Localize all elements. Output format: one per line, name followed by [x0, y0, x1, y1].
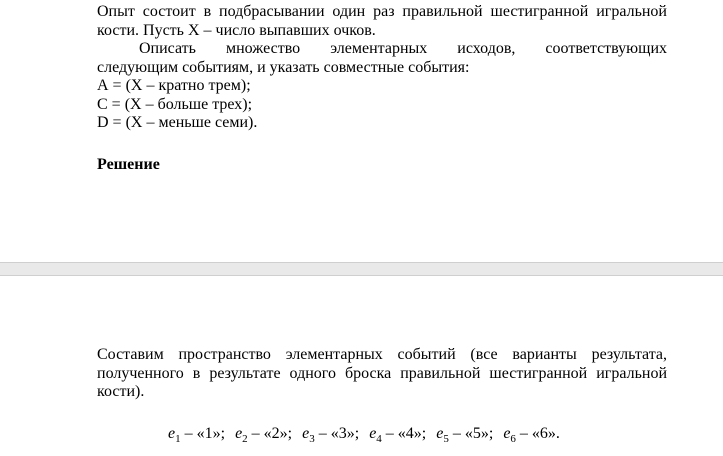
problem-line-1: Опыт состоит в подбрасывании один раз правильной шестигранной игральной — [97, 3, 667, 20]
event-d: D = (Х – меньше семи). — [97, 114, 258, 131]
solution-line-1: Составим пространство элементарных событий (все варианты результата, — [97, 346, 667, 363]
outcome-1: $e_1$ – «1»; — [168, 425, 226, 446]
solution-text — [97, 346, 667, 402]
task-line-2: следующим событиям, и указать совместные события: — [97, 58, 470, 76]
solution-heading: Решение — [97, 156, 160, 173]
outcomes-formula — [168, 425, 560, 448]
solution-line-2: полученного в результате одного броска правильной шестигранной игральной — [97, 364, 667, 382]
outcome-4: $e_4$ – «4»; — [369, 425, 427, 446]
problem-statement — [97, 3, 667, 133]
page-separator — [0, 262, 723, 276]
outcome-5: $e_5$ – «5»; — [436, 425, 494, 446]
task-line-1: Описать множество элементарных исходов, соответствующих — [139, 40, 667, 57]
outcome-2: $e_2$ – «2»; — [235, 425, 293, 446]
solution-line-3: кости). — [97, 383, 145, 400]
event-a: А = (Х – кратно трем); — [97, 77, 251, 94]
outcome-3: $e_3$ – «3»; — [302, 425, 360, 446]
event-c: С = (Х – больше трех); — [97, 95, 253, 113]
outcome-6: $e_6$ – «6». — [503, 425, 560, 446]
problem-line-2: кости. Пусть Х – число выпавших очков. — [97, 21, 376, 39]
